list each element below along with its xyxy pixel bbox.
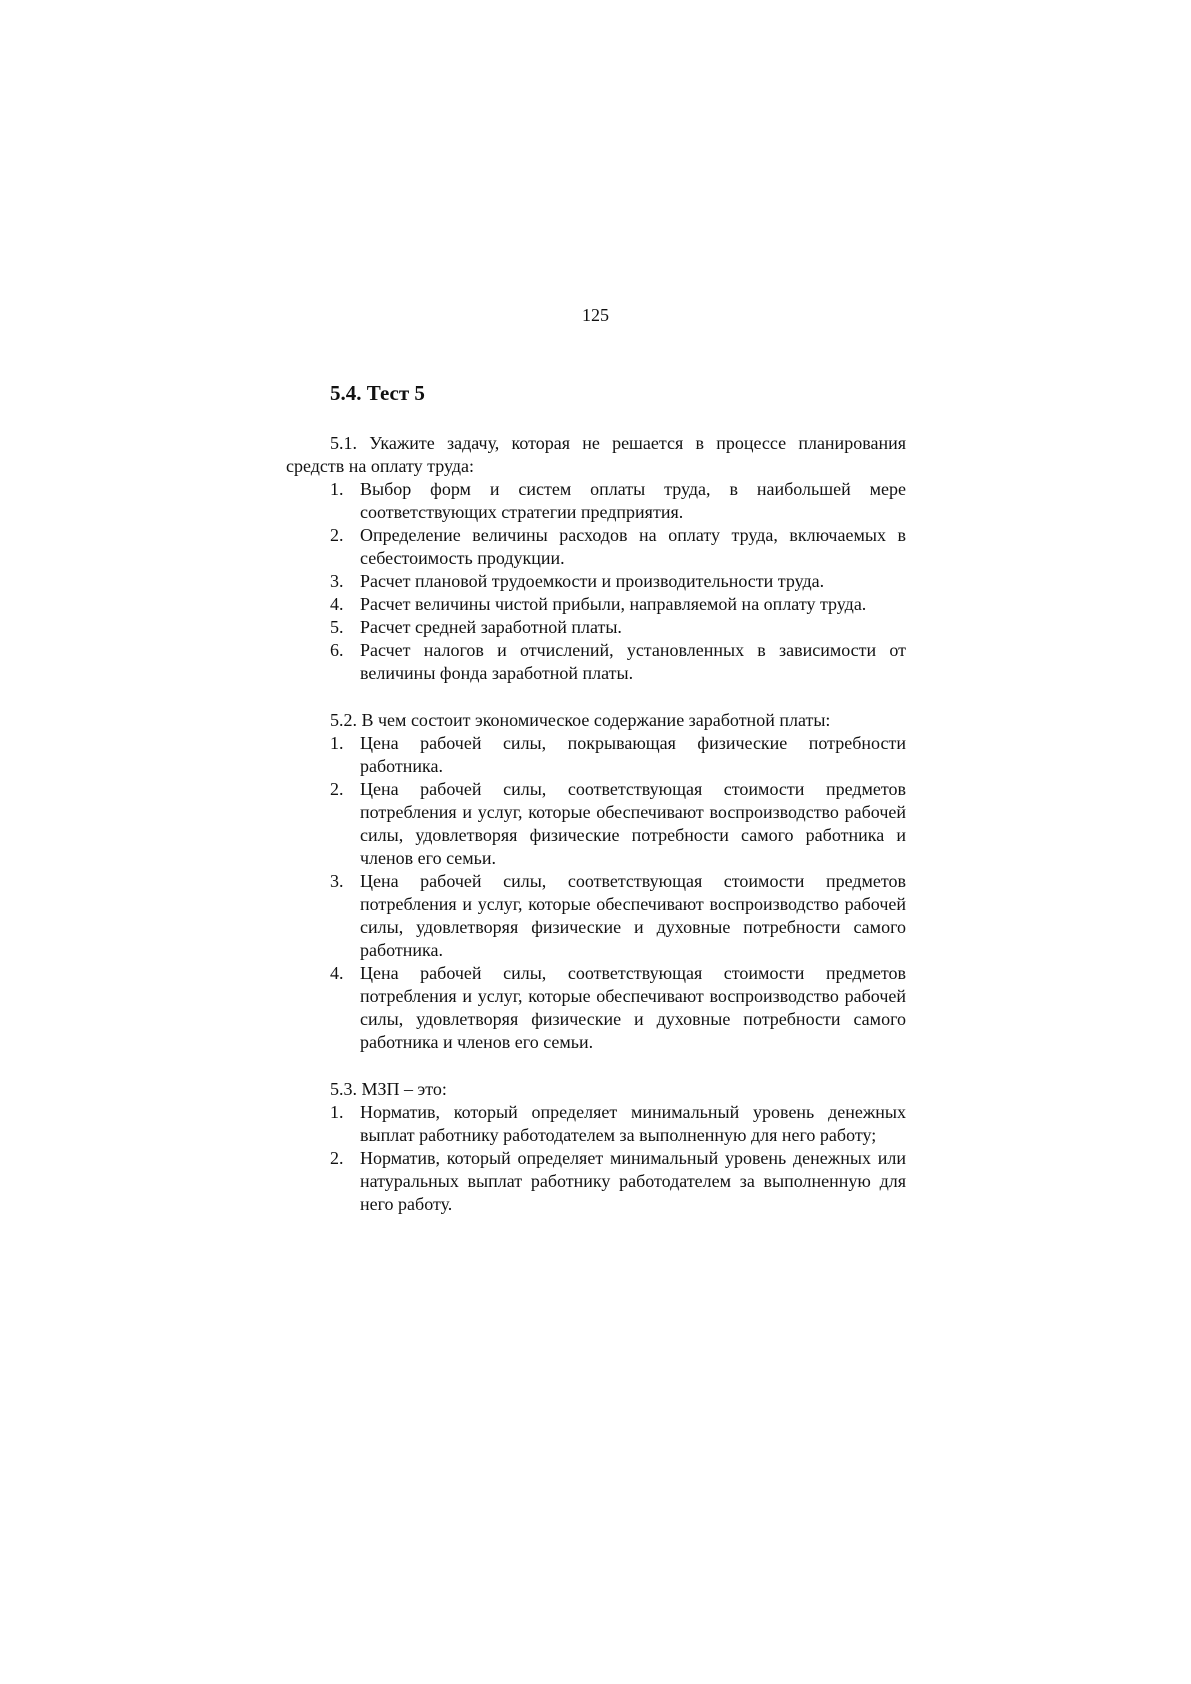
question-5-3 xyxy=(286,1078,906,1216)
option-text: Расчет средней заработной платы. xyxy=(360,617,622,637)
option-text: Расчет величины чистой прибыли, направляемой на оплату труда. xyxy=(360,594,867,614)
answer-options xyxy=(286,732,906,1054)
option-number: 1. xyxy=(330,479,344,499)
answer-option xyxy=(330,1101,906,1147)
question-5-1 xyxy=(286,432,906,685)
option-number: 5. xyxy=(330,617,344,637)
option-number: 3. xyxy=(330,571,344,591)
page-content xyxy=(286,380,906,1240)
answer-option xyxy=(330,524,906,570)
option-number: 1. xyxy=(330,1102,344,1122)
option-text: Цена рабочей силы, покрывающая физические потребности работника. xyxy=(360,733,906,776)
page-number: 125 xyxy=(582,305,609,325)
option-text: Норматив, который определяет минимальный уровень денежных или натуральных выплат работнику работодателем за выполненную для него работу. xyxy=(360,1148,906,1214)
answer-option xyxy=(330,478,906,524)
option-number: 4. xyxy=(330,963,344,983)
option-number: 1. xyxy=(330,733,344,753)
answer-option xyxy=(330,570,906,593)
answer-option xyxy=(330,962,906,1054)
option-text: Расчет налогов и отчислений, установленных в зависимости от величины фонда заработной платы. xyxy=(360,640,906,683)
option-text: Цена рабочей силы, соответствующая стоимости предметов потребления и услуг, которые обеспечивают воспроизводство рабочей силы, удовлетворяя физические и духовные потребности самого работника. xyxy=(360,871,906,960)
option-text: Определение величины расходов на оплату труда, включаемых в себестоимость продукции. xyxy=(360,525,906,568)
option-number: 2. xyxy=(330,525,344,545)
option-number: 3. xyxy=(330,871,344,891)
option-number: 6. xyxy=(330,640,344,660)
option-text: Расчет плановой трудоемкости и производительности труда. xyxy=(360,571,825,591)
question-stem: 5.2. В чем состоит экономическое содержание заработной платы: xyxy=(330,710,831,730)
option-text: Выбор форм и систем оплаты труда, в наибольшей мере соответствующих стратегии предприятия. xyxy=(360,479,906,522)
question-5-2 xyxy=(286,709,906,1054)
option-number: 2. xyxy=(330,779,344,799)
option-number: 2. xyxy=(330,1148,344,1168)
option-text: Цена рабочей силы, соответствующая стоимости предметов потребления и услуг, которые обеспечивают воспроизводство рабочей силы, удовлетворяя физические и духовные потребности самого работника и членов его семьи. xyxy=(360,963,906,1052)
question-stem: 5.3. МЗП – это: xyxy=(330,1079,447,1099)
answer-options xyxy=(286,478,906,685)
answer-option xyxy=(330,870,906,962)
answer-option xyxy=(330,778,906,870)
option-text: Норматив, который определяет минимальный уровень денежных выплат работнику работодателем за выполненную для него работу; xyxy=(360,1102,906,1145)
option-text: Цена рабочей силы, соответствующая стоимости предметов потребления и услуг, которые обеспечивают воспроизводство рабочей силы, удовлетворяя физические потребности самого работника и членов его семьи. xyxy=(360,779,906,868)
question-stem: 5.1. Укажите задачу, которая не решается в процессе планирования средств на оплату труда: xyxy=(286,433,906,476)
answer-option xyxy=(330,639,906,685)
answer-option xyxy=(330,1147,906,1216)
answer-options xyxy=(286,1101,906,1216)
answer-option xyxy=(330,616,906,639)
section-title: 5.4. Тест 5 xyxy=(330,381,425,405)
answer-option xyxy=(330,593,906,616)
answer-option xyxy=(330,732,906,778)
option-number: 4. xyxy=(330,594,344,614)
